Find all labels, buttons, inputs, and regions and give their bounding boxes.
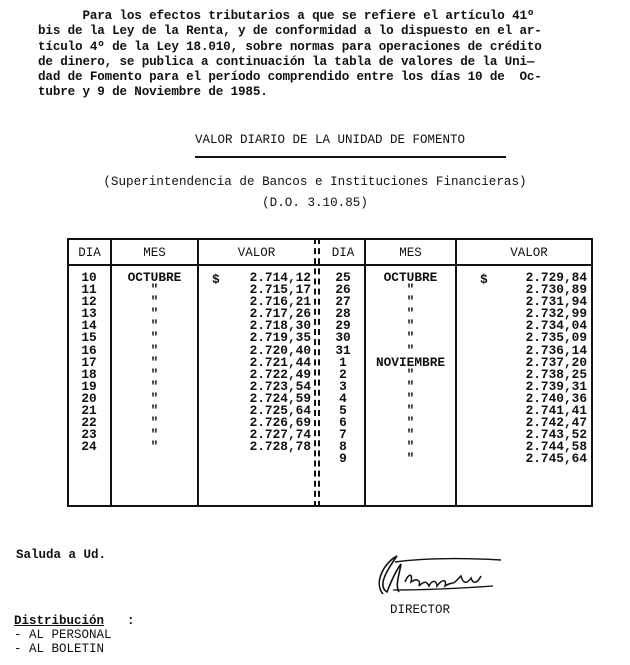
title-underline <box>195 156 506 158</box>
closing-salutation: Saluda a Ud. <box>16 548 107 562</box>
table-cell: 2.741,41 <box>525 403 587 419</box>
table-cell: 6 <box>339 415 347 431</box>
table-cell: 2.744,58 <box>525 439 587 455</box>
table-cell: 20 <box>81 390 97 406</box>
table-cell: " <box>150 330 159 346</box>
table-cell: 2.735,09 <box>525 330 587 346</box>
document-subtitle: (Superintendencia de Bancos e Instituciones Financieras) <box>103 175 527 189</box>
intro-line: tubre y 9 de Noviembre de 1985. <box>38 85 268 100</box>
table-cell: " <box>150 342 159 358</box>
table-cell: 2.718,30 <box>249 318 311 334</box>
column-divider <box>197 238 199 507</box>
right-dia-column <box>323 272 363 466</box>
table-cell: 23 <box>81 427 97 443</box>
center-double-divider <box>318 238 320 507</box>
table-cell: 2.725,64 <box>249 403 311 419</box>
distribution-item: - AL BOLETIN <box>14 642 105 656</box>
table-cell: " <box>150 403 159 419</box>
intro-line: tículo 4º de la Ley 18.010, sobre normas para operaciones de crédito <box>38 39 542 54</box>
table-cell: 2.740,36 <box>525 390 587 406</box>
table-right-border <box>591 238 593 507</box>
table-cell: " <box>406 427 415 443</box>
document-title: VALOR DIARIO DE LA UNIDAD DE FOMENTO <box>195 133 466 147</box>
table-cell: 21 <box>81 403 97 419</box>
table-header-rule <box>67 264 593 266</box>
header-dia: DIA <box>78 246 101 260</box>
table-cell: " <box>406 366 415 382</box>
header-valor: VALOR <box>510 246 548 260</box>
table-cell: 2.739,31 <box>525 378 587 394</box>
table-cell: " <box>406 390 415 406</box>
table-cell: " <box>406 294 415 310</box>
table-cell: 30 <box>335 330 351 346</box>
table-cell: " <box>406 330 415 346</box>
table-cell: 2.730,89 <box>525 282 587 298</box>
table-cell: 2.734,04 <box>525 318 587 334</box>
table-cell: " <box>150 306 159 322</box>
table-cell: 31 <box>335 342 351 358</box>
currency-symbol: $ <box>480 272 488 287</box>
table-cell: " <box>406 282 415 298</box>
table-cell: 24 <box>81 439 97 455</box>
table-cell: 13 <box>81 306 97 322</box>
table-cell: 2.731,94 <box>525 294 587 310</box>
table-cell: " <box>406 378 415 394</box>
table-bottom-border <box>67 505 593 507</box>
right-mes-column <box>366 272 455 466</box>
table-cell: 28 <box>335 306 351 322</box>
table-cell: 2.720,40 <box>249 342 311 358</box>
table-cell: " <box>150 354 159 370</box>
center-double-divider <box>314 238 316 507</box>
right-valor-column <box>487 272 587 466</box>
table-cell: OCTUBRE <box>383 270 438 285</box>
header-dia: DIA <box>331 246 355 260</box>
table-cell: " <box>150 294 159 310</box>
table-cell: " <box>406 415 415 431</box>
table-cell: " <box>406 306 415 322</box>
table-cell: " <box>406 342 415 358</box>
table-cell: 2.736,14 <box>525 342 587 358</box>
intro-paragraph <box>38 9 598 101</box>
signature-role: DIRECTOR <box>390 603 451 617</box>
intro-line: bis de la Ley de la Renta, y de conformidad a lo dispuesto en el ar- <box>38 24 542 39</box>
distribution-label: Distribución <box>14 614 105 628</box>
table-cell: 2.715,17 <box>249 282 311 298</box>
table-cell: 2.732,99 <box>525 306 587 322</box>
table-cell: " <box>406 451 415 467</box>
table-cell: 2 <box>339 366 347 382</box>
table-cell: 2.722,49 <box>249 366 311 382</box>
table-cell: 2.738,25 <box>525 366 587 382</box>
table-cell: 11 <box>81 282 97 298</box>
table-cell: 5 <box>339 403 347 419</box>
table-cell: 2.743,52 <box>525 427 587 443</box>
table-top-border <box>67 238 593 240</box>
table-cell: 2.729,84 <box>525 270 587 285</box>
header-mes: MES <box>399 246 422 260</box>
table-cell: 17 <box>81 354 97 370</box>
distribution-colon: : <box>127 614 135 628</box>
table-cell: 22 <box>81 415 97 431</box>
table-cell: 9 <box>339 451 347 467</box>
distribution-item: - AL PERSONAL <box>14 628 112 642</box>
table-cell: " <box>150 415 159 431</box>
table-cell: 2.721,44 <box>249 354 311 370</box>
table-cell: 12 <box>81 294 97 310</box>
table-cell: 2.717,26 <box>249 306 311 322</box>
table-cell: 7 <box>339 427 347 443</box>
uf-values-table <box>67 238 593 507</box>
table-cell: 29 <box>335 318 351 334</box>
table-cell: " <box>150 282 159 298</box>
intro-line: de dinero, se publica a continuación la tabla de valores de la Uni— <box>38 54 535 69</box>
table-cell: 19 <box>81 378 97 394</box>
table-cell: 26 <box>335 282 351 298</box>
table-cell: 4 <box>339 390 347 406</box>
table-cell: 2.723,54 <box>249 378 311 394</box>
table-cell: 2.714,12 <box>249 270 311 285</box>
publication-date: (D.O. 3.10.85) <box>262 196 368 210</box>
table-cell: 16 <box>81 342 97 358</box>
table-cell: 3 <box>339 378 347 394</box>
table-cell: 14 <box>81 318 97 334</box>
left-mes-column <box>112 272 197 453</box>
table-cell: 2.727,74 <box>249 427 311 443</box>
table-cell: " <box>406 403 415 419</box>
intro-line: dad de Fomento para el período comprendido entre los días 10 de Oc- <box>38 70 542 85</box>
table-cell: " <box>150 366 159 382</box>
table-cell: 2.726,69 <box>249 415 311 431</box>
table-cell: " <box>406 318 415 334</box>
table-cell: 8 <box>339 439 347 455</box>
table-cell: OCTUBRE <box>127 270 182 285</box>
table-cell: 15 <box>81 330 97 346</box>
table-cell: " <box>150 427 159 443</box>
table-cell: 1 <box>339 354 347 370</box>
left-valor-column <box>217 272 311 453</box>
table-cell: 2.724,59 <box>249 390 311 406</box>
table-cell: 2.745,64 <box>525 451 587 467</box>
table-cell: " <box>406 439 415 455</box>
table-cell: 10 <box>81 270 97 285</box>
table-cell: " <box>150 378 159 394</box>
table-cell: 18 <box>81 366 97 382</box>
header-mes: MES <box>143 246 166 260</box>
table-cell: 2.742,47 <box>525 415 587 431</box>
table-cell: 27 <box>335 294 351 310</box>
director-signature <box>365 552 505 597</box>
table-cell: " <box>150 439 159 455</box>
table-cell: 25 <box>335 270 351 285</box>
table-cell: 2.716,21 <box>249 294 311 310</box>
table-cell: 2.737,20 <box>525 354 587 370</box>
table-cell: NOVIEMBRE <box>375 354 446 370</box>
table-cell: " <box>150 390 159 406</box>
header-valor: VALOR <box>237 246 276 260</box>
table-cell: " <box>150 318 159 334</box>
left-dia-column <box>69 272 109 453</box>
intro-line: Para los efectos tributarios a que se refiere el artículo 41º <box>38 9 535 23</box>
column-divider <box>455 238 457 507</box>
table-cell: 2.719,35 <box>249 330 311 346</box>
currency-symbol: $ <box>212 272 220 287</box>
table-cell: 2.728,78 <box>249 439 311 455</box>
